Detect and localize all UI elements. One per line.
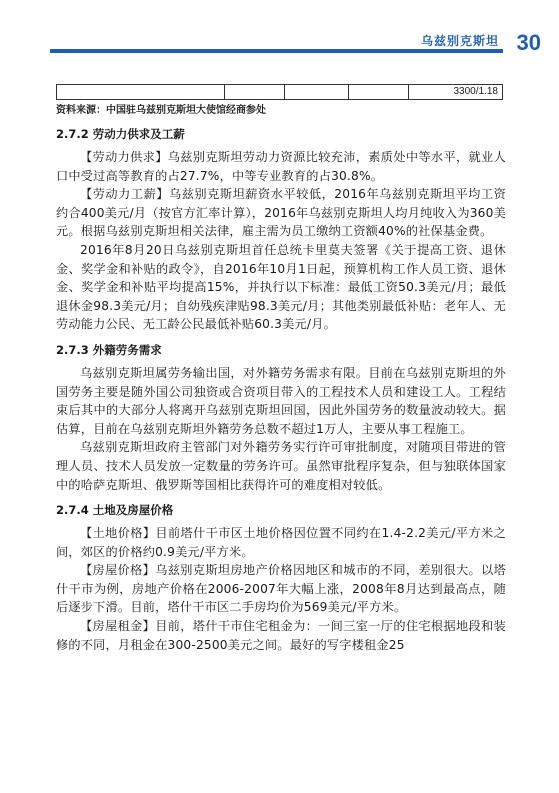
table-cell xyxy=(57,85,225,99)
paragraph: 乌兹别克斯坦政府主管部门对外籍劳务实行许可审批制度，对随项目带进的管理人员、技术人员发放一定数量的劳务许可。虽然审批程序复杂，但与独联体国家中的哈萨克斯坦、俄罗斯等国相比获得许可的难度相对较低。 xyxy=(56,440,506,492)
paragraph: 【土地价格】目前塔什干市区土地价格因位置不同约在1.4-2.2美元/平方米之间，郊区的价格约0.9美元/平方米。 xyxy=(56,526,506,559)
paragraph: 【劳动力工薪】乌兹别克斯坦薪资水平较低，2016年乌兹别克斯坦平均工资约合400美元/月（按官方汇率计算），2016年乌兹别克斯坦人均月纯收入为360美元。根据乌兹别克斯坦相关法律，雇主需为员工缴纳工资额40%的社保基金费。 xyxy=(56,187,506,239)
paragraph: 2016年8月20日乌兹别克斯坦首任总统卡里莫夫签署《关于提高工资、退休金、奖学金和补贴的政令》，自2016年10月1日起，预算机构工作人员工资、退休金、奖学金和补贴平均提高15%，并执行以下标准：最低工资50.3美元/月；最低退休金98.3美元/月；自幼残疾津贴98.3美元/月；其他类别最低补贴：老年人、无劳动能力公民、无工龄公民最低补贴60.3美元/月。 xyxy=(56,242,506,332)
document-body xyxy=(56,104,506,654)
table-cell xyxy=(285,85,349,99)
paragraph: 乌兹别克斯坦属劳务输出国，对外籍劳务需求有限。目前在乌兹别克斯坦的外国劳务主要是随外国公司独资或合资项目带入的工程技术人员和建设工人。工程结束后其中的大部分人将离开乌兹别克斯坦回国，因此外国劳务的数量波动较大。据估算，目前在乌兹别克斯坦外籍劳务总数不超过1万人，主要从事工程施工。 xyxy=(56,365,506,436)
source-note: 资料来源：中国驻乌兹别克斯坦大使馆经商参处 xyxy=(56,105,266,116)
paragraph: 【劳动力供求】乌兹别克斯坦劳动力资源比较充沛，素质处中等水平，就业人口中受过高等教育的占27.7%，中等专业教育的占30.8%。 xyxy=(56,150,506,183)
header-rule xyxy=(50,49,503,53)
section-heading-foreign-labor: 2.7.3 外籍劳务需求 xyxy=(56,342,162,357)
table-cell xyxy=(225,85,285,99)
header-country-title: 乌兹别克斯坦 xyxy=(420,34,499,48)
section-heading-land-housing: 2.7.4 土地及房屋价格 xyxy=(56,503,174,518)
section-heading-labor: 2.7.2 劳动力供求及工薪 xyxy=(56,127,185,141)
paragraph: 【房屋价格】乌兹别克斯坦房地产价格因地区和城市的不同，差别很大。以塔什干市为例，房地产价格在2006-2007年大幅上涨，2008年8月达到最高点，随后逐步下滑。目前，塔什干市区二手房均价为569美元/平方米。 xyxy=(56,563,506,615)
table-cell-value: 3300/1.18 xyxy=(453,86,498,97)
paragraph: 【房屋租金】目前，塔什干市住宅租金为：一间三室一厅的住宅根据地段和装修的不同，月租金在300-2500美元之间。最好的写字楼租金25 xyxy=(56,619,506,652)
page-number: 30 xyxy=(516,30,541,55)
table-cell xyxy=(349,85,409,99)
table-fragment xyxy=(56,84,503,100)
